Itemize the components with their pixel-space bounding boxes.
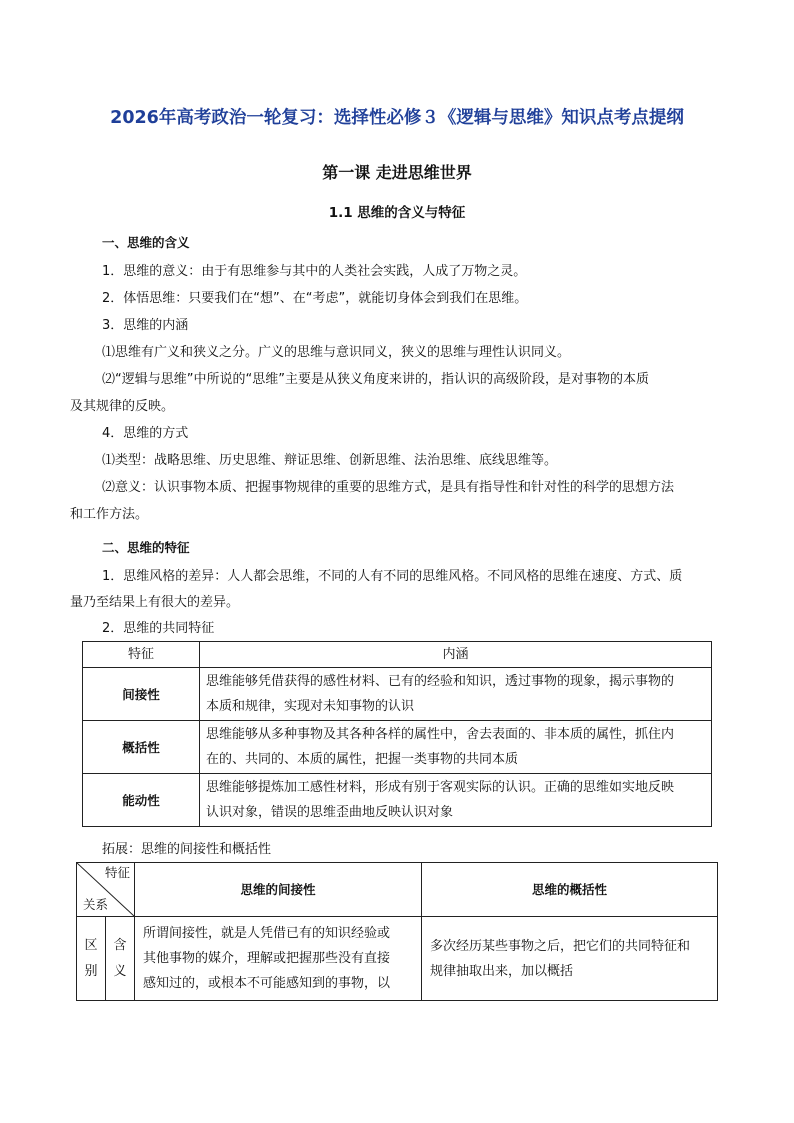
paragraph: ⑴思维有广义和狭义之分。广义的思维与意识同义，狭义的思维与理性认识同义。 (102, 345, 571, 360)
table-row (83, 721, 712, 774)
part2-heading: 二、思维的特征 (102, 540, 190, 555)
paragraph: 及其规律的反映。 (70, 399, 175, 414)
comparison-table (76, 862, 718, 1001)
column-header: 思维的概括性 (422, 863, 718, 917)
table-header-cell: 内涵 (200, 642, 712, 668)
table-header-row (77, 863, 718, 917)
paragraph: 和工作方法。 (70, 507, 149, 522)
feature-name: 间接性 (83, 668, 200, 721)
paragraph: 2．思维的共同特征 (102, 621, 215, 636)
paragraph: ⑴类型：战略思维、历史思维、辩证思维、创新思维、法治思维、底线思维等。 (102, 453, 558, 468)
feature-desc: 思维能够提炼加工感性材料，形成有别于客观实际的认识。正确的思维如实地反映 认识对象，错误的思维歪曲地反映认识对象 (200, 774, 712, 827)
document-title: 2026年高考政治一轮复习：选择性必修３《逻辑与思维》知识点考点提纲 (110, 108, 684, 128)
diagonal-header-cell (77, 863, 135, 917)
table-header-row (83, 642, 712, 668)
paragraph: 2．体悟思维：只要我们在“想”、在“考虑”，就能切身体会到我们在思维。 (102, 291, 528, 306)
table-header-cell: 特征 (83, 642, 200, 668)
feature-name: 概括性 (83, 721, 200, 774)
paragraph: ⑵意义：认识事物本质、把握事物规律的重要的思维方式，是具有指导性和针对性的科学的思想方法 (102, 480, 675, 495)
feature-desc: 思维能够从多种事物及其各种各样的属性中，舍去表面的、非本质的属性，抓住内 在的、共同的、本质的属性，把握一类事物的共同本质 (200, 721, 712, 774)
part1-heading: 一、思维的含义 (102, 235, 190, 250)
features-table (82, 641, 712, 827)
table-row (77, 917, 718, 1001)
paragraph: 量乃至结果上有很大的差异。 (70, 595, 240, 610)
table-row (83, 668, 712, 721)
paragraph: ⑵“逻辑与思维”中所说的“思维”主要是从狭义角度来讲的，指认识的高级阶段，是对事物的本质 (102, 372, 649, 387)
general-definition: 多次经历某些事物之后，把它们的共同特征和 规律抽取出来，加以概括 (422, 917, 718, 1001)
corner-top-label: 特征 (104, 865, 130, 880)
lesson-title: 第一课 走进思维世界 (322, 163, 472, 182)
feature-name: 能动性 (83, 774, 200, 827)
indirect-definition: 所谓间接性，就是人凭借已有的知识经验或 其他事物的媒介，理解或把握那些没有直接 感知过的，或根本不可能感知到的事物，以 (135, 917, 422, 1001)
extend-label: 拓展：思维的间接性和概括性 (102, 842, 272, 857)
row-group-label: 区 别 (77, 917, 106, 1001)
table-row (83, 774, 712, 827)
paragraph: 4．思维的方式 (102, 426, 189, 441)
paragraph: 1．思维风格的差异：人人都会思维，不同的人有不同的思维风格。不同风格的思维在速度、方式、质 (102, 569, 683, 584)
section-title: 1.1 思维的含义与特征 (328, 205, 466, 221)
paragraph: 1．思维的意义：由于有思维参与其中的人类社会实践，人成了万物之灵。 (102, 264, 527, 279)
column-header: 思维的间接性 (135, 863, 422, 917)
corner-bottom-label: 关系 (83, 897, 109, 912)
paragraph: 3．思维的内涵 (102, 318, 189, 333)
row-sub-label: 含 义 (106, 917, 135, 1001)
feature-desc: 思维能够凭借获得的感性材料、已有的经验和知识，透过事物的现象，揭示事物的 本质和规律，实现对未知事物的认识 (200, 668, 712, 721)
